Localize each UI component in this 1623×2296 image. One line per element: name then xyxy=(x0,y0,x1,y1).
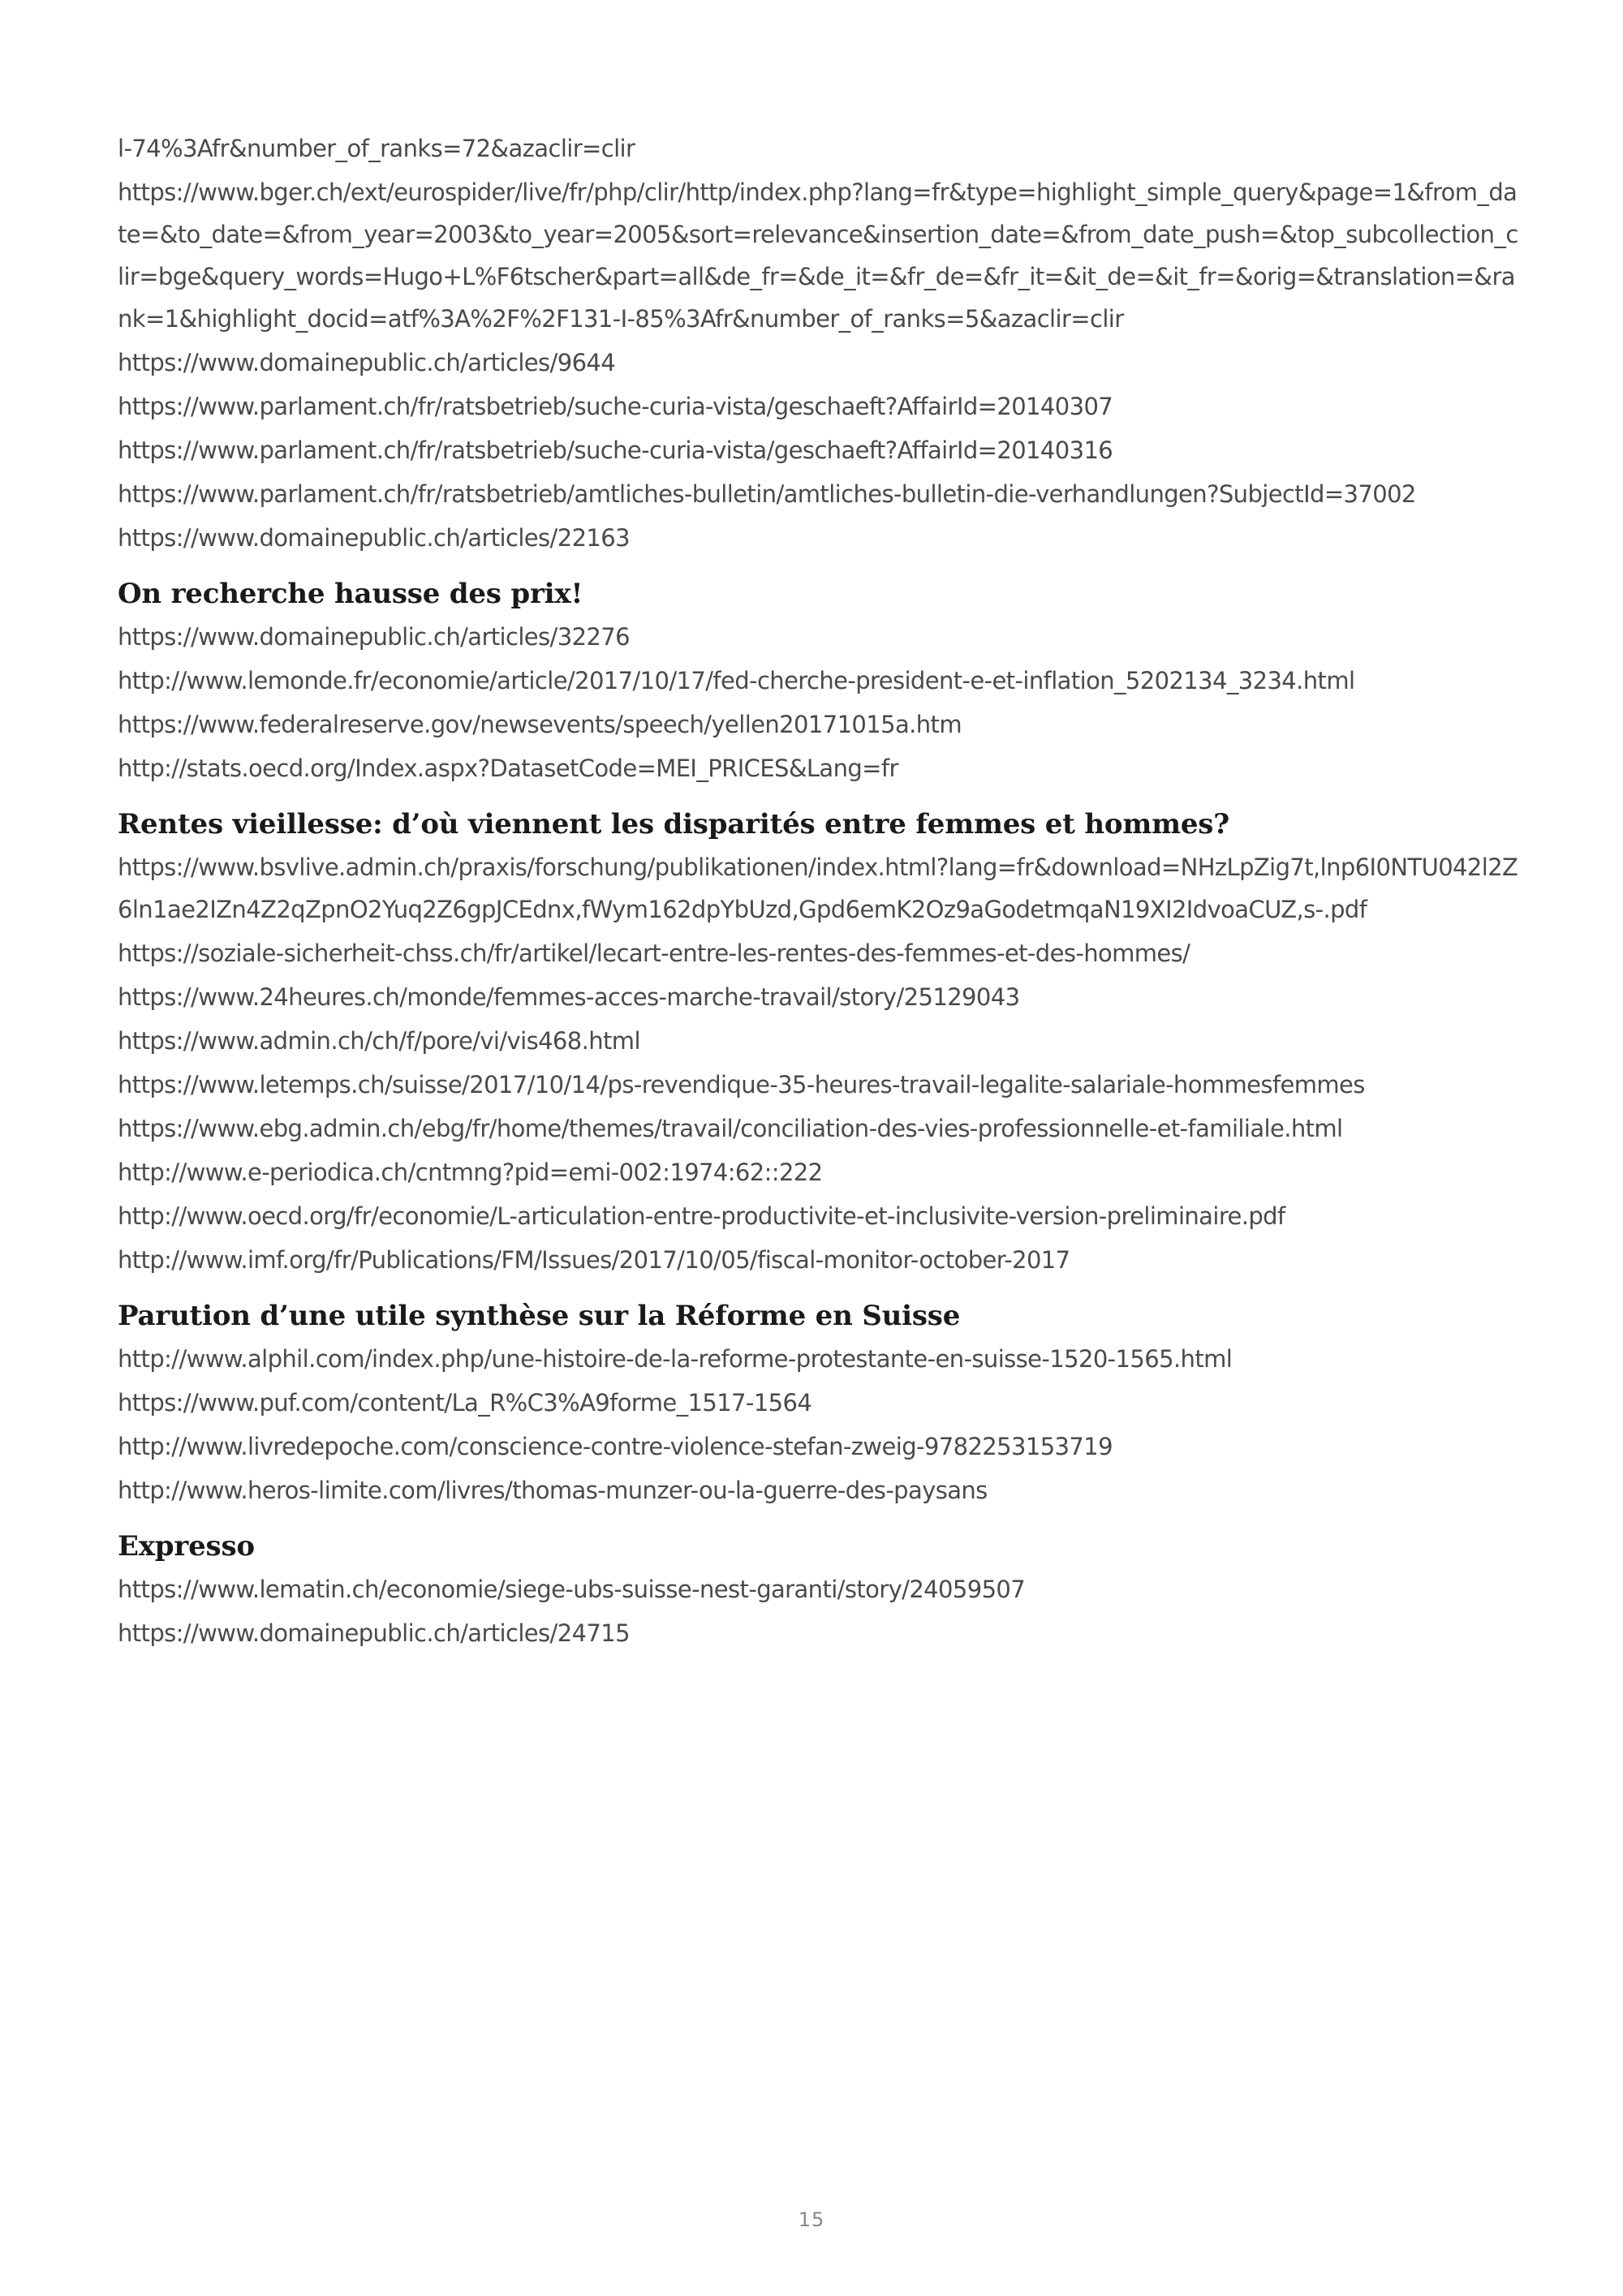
reference-link[interactable]: http://www.alphil.com/index.php/une-histoire-de-la-reforme-protestante-en-suisse-1520-1565.html xyxy=(118,1345,1233,1373)
reference-link[interactable]: l-74%3Afr&number_of_ranks=72&azaclir=clir xyxy=(118,135,635,162)
reference-link[interactable]: https://www.bger.ch/ext/eurospider/live/fr/php/clir/http/index.php?lang=fr&type=highlight_simple_query&page=1&from_date=&to_date=&from_year=2003&to_year=2005&sort=relevance&insertion_date=&from_date_push=&top_subcollection_clir=bge&query_words=Hugo+L%F6tscher&part=all&de_fr=&de_it=&fr_de=&fr_it=&it_de=&it_fr=&orig=&translation=&rank=1&highlight_docid=atf%3A%2F%2F131-I-85%3Afr&number_of_ranks=5&azaclir=clir xyxy=(118,178,1518,333)
reference-link[interactable]: http://www.oecd.org/fr/economie/L-articulation-entre-productivite-et-inclusivite-version-preliminaire.pdf xyxy=(118,1202,1285,1230)
reference-link[interactable]: https://www.domainepublic.ch/articles/32276 xyxy=(118,623,630,651)
reference-link[interactable]: https://www.admin.ch/ch/f/pore/vi/vis468.html xyxy=(118,1027,640,1055)
reference-link[interactable]: https://www.domainepublic.ch/articles/24715 xyxy=(118,1619,630,1647)
page-number: 15 xyxy=(798,2208,825,2231)
section-heading: On recherche hausse des prix! xyxy=(118,578,583,610)
reference-link[interactable]: https://www.puf.com/content/La_R%C3%A9forme_1517-1564 xyxy=(118,1389,812,1417)
reference-link[interactable]: https://www.domainepublic.ch/articles/9644 xyxy=(118,349,616,376)
reference-link[interactable]: http://www.e-periodica.ch/cntmng?pid=emi-002:1974:62::222 xyxy=(118,1159,823,1186)
reference-link[interactable]: http://www.livredepoche.com/conscience-contre-violence-stefan-zweig-9782253153719 xyxy=(118,1433,1113,1460)
reference-link[interactable]: https://www.domainepublic.ch/articles/22163 xyxy=(118,524,630,552)
reference-link[interactable]: http://stats.oecd.org/Index.aspx?DatasetCode=MEI_PRICES&Lang=fr xyxy=(118,755,898,782)
reference-link[interactable]: https://www.letemps.ch/suisse/2017/10/14/ps-revendique-35-heures-travail-legalite-salariale-hommesfemmes xyxy=(118,1071,1365,1099)
reference-link[interactable]: https://soziale-sicherheit-chss.ch/fr/artikel/lecart-entre-les-rentes-des-femmes-et-des-hommes/ xyxy=(118,939,1190,967)
reference-link[interactable]: https://www.parlament.ch/fr/ratsbetrieb/suche-curia-vista/geschaeft?AffairId=20140316 xyxy=(118,436,1113,464)
reference-link[interactable]: https://www.24heures.ch/monde/femmes-acces-marche-travail/story/25129043 xyxy=(118,983,1020,1011)
section-heading: Expresso xyxy=(118,1530,255,1563)
reference-link[interactable]: http://www.imf.org/fr/Publications/FM/Issues/2017/10/05/fiscal-monitor-october-2017 xyxy=(118,1246,1070,1274)
reference-link[interactable]: https://www.bsvlive.admin.ch/praxis/forschung/publikationen/index.html?lang=fr&download=NHzLpZig7t,lnp6I0NTU042l2Z6ln1ae2IZn4Z2qZpnO2Yuq2Z6gpJCEdnx,fWym162dpYbUzd,Gpd6emK2Oz9aGodetmqaN19XI2IdvoaCUZ,s-.pdf xyxy=(118,853,1518,923)
section-heading: Parution d’une utile synthèse sur la Réforme en Suisse xyxy=(118,1300,961,1332)
section-heading: Rentes vieillesse: d’où viennent les disparités entre femmes et hommes? xyxy=(118,808,1229,841)
reference-link[interactable]: https://www.parlament.ch/fr/ratsbetrieb/amtliches-bulletin/amtliches-bulletin-die-verhandlungen?SubjectId=37002 xyxy=(118,480,1416,508)
reference-link[interactable]: https://www.federalreserve.gov/newsevents/speech/yellen20171015a.htm xyxy=(118,711,962,738)
reference-link[interactable]: https://www.lematin.ch/economie/siege-ubs-suisse-nest-garanti/story/24059507 xyxy=(118,1576,1026,1603)
document-page xyxy=(118,127,1522,1654)
reference-link[interactable]: http://www.heros-limite.com/livres/thomas-munzer-ou-la-guerre-des-paysans xyxy=(118,1477,988,1504)
reference-link[interactable]: https://www.parlament.ch/fr/ratsbetrieb/suche-curia-vista/geschaeft?AffairId=20140307 xyxy=(118,393,1113,420)
reference-link[interactable]: https://www.ebg.admin.ch/ebg/fr/home/themes/travail/conciliation-des-vies-professionnelle-et-familiale.html xyxy=(118,1115,1343,1142)
reference-link[interactable]: http://www.lemonde.fr/economie/article/2017/10/17/fed-cherche-president-e-et-inflation_5202134_3234.html xyxy=(118,667,1355,694)
